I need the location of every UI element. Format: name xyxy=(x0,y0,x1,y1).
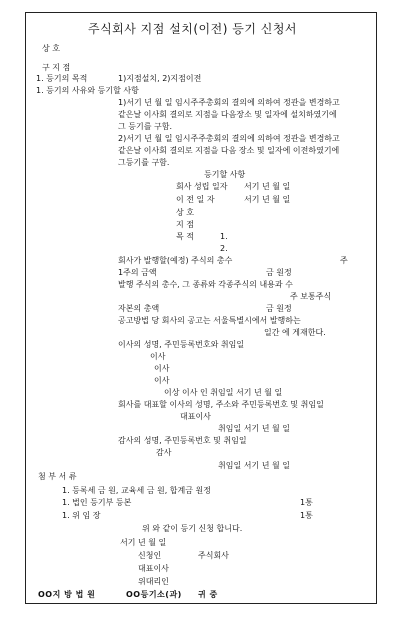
capital-unit: 금 원정 xyxy=(266,304,292,313)
attachment-fees: 1. 등록세 금 원, 교육세 금 원, 합계금 원정 xyxy=(62,486,211,495)
auditor-date: 취임일 서기 년 월 일 xyxy=(218,461,290,470)
court-name: OO지 방 법 원 xyxy=(38,590,96,599)
notice-method-label: 공고방법 당 회사의 공고는 서울특별시에서 발행하는 xyxy=(118,316,301,325)
notice-method-tail: 일간 에 게재한다. xyxy=(264,328,326,337)
applicant-rep-director: 대표이사 xyxy=(138,564,169,573)
reason-p2-line2: 같은날 이사회 결의로 지점을 다음 장소 및 일자에 이전하였기에 xyxy=(118,146,340,155)
reg-objective-label: 목 적 xyxy=(176,232,194,241)
applicant-label: 신청인 xyxy=(138,551,162,560)
authorized-shares-unit: 주 xyxy=(340,256,348,265)
capital-label: 자본의 총액 xyxy=(118,304,160,313)
objective-item-2: 2. xyxy=(220,244,228,253)
objective-item-1: 1. xyxy=(220,232,228,241)
rep-director-heading: 회사를 대표할 이사의 성명, 주소와 주민등록번호 및 취임일 xyxy=(118,400,324,409)
attachments-heading: 첨 부 서 류 xyxy=(38,472,77,481)
est-date-label: 회사 성립 일자 xyxy=(176,182,228,191)
registry-office: OO등기소(과) xyxy=(126,590,182,599)
branch-label: 구 지 점 xyxy=(42,63,71,72)
reg-items-heading: 등기할 사항 xyxy=(204,170,246,179)
reason-p1-line2: 같은날 이사회 결의로 지점을 다음장소 및 일자에 설치하였기에 xyxy=(118,110,337,119)
director-3: 이사 xyxy=(154,376,170,385)
auditor-heading: 감사의 성명, 주민등록번호 및 취임일 xyxy=(118,436,247,445)
rep-director-title: 대표이사 xyxy=(180,412,211,421)
authorized-shares-label: 회사가 발행할(예정) 주식의 총수 xyxy=(118,256,233,265)
reason-p1-line1: 1)서기 년 월 일 임시주주총회의 결의에 의하여 정관을 변경하고 xyxy=(118,98,340,107)
form-title: 주식회사 지점 설치(이전) 등기 신청서 xyxy=(88,22,298,36)
reason-p2-line1: 2)서기 년 월 일 임시주주총회의 결의에 의하여 정관을 변경하고 xyxy=(118,134,340,143)
attachment-registry-copy-qty: 1통 xyxy=(300,498,313,507)
reason-p2-line3: 그등기를 구함. xyxy=(118,158,170,167)
reason-p1-line3: 그 등기를 구함. xyxy=(118,122,172,131)
par-value-label: 1주의 금액 xyxy=(118,268,157,277)
auditor-title: 감사 xyxy=(156,448,172,457)
purpose-value: 1)지점설치, 2)지점이전 xyxy=(118,74,202,83)
directors-term: 이상 이사 인 취임일 서기 년 월 일 xyxy=(164,388,283,397)
trade-name-label: 상 호 xyxy=(42,44,60,53)
application-date: 서기 년 월 일 xyxy=(120,538,167,547)
applicant-agent: 위대리인 xyxy=(138,577,169,586)
honorific: 귀 중 xyxy=(198,590,218,599)
reg-branch-label: 지 점 xyxy=(176,220,194,229)
move-date-value: 서기 년 월 일 xyxy=(244,195,291,204)
directors-heading: 이사의 성명, 주민등록번호와 취임일 xyxy=(118,340,245,349)
director-1: 이사 xyxy=(150,352,166,361)
rep-director-date: 취임일 서기 년 월 일 xyxy=(218,424,290,433)
director-2: 이사 xyxy=(154,364,170,373)
par-value-unit: 금 원정 xyxy=(266,268,292,277)
reg-trade-name-label: 상 호 xyxy=(176,208,194,217)
issued-shares-label: 발행 주식의 총수, 그 종류와 각종주식의 내용과 수 xyxy=(118,280,293,289)
applicant-company: 주식회사 xyxy=(198,551,229,560)
purpose-label: 1. 등기의 목적 xyxy=(36,74,88,83)
issued-shares-unit: 주 보통주식 xyxy=(290,292,332,301)
closing-statement: 위 와 같이 등기 신청 합니다. xyxy=(142,524,243,533)
est-date-value: 서기 년 월 일 xyxy=(244,182,291,191)
move-date-label: 이 전 일 자 xyxy=(176,195,215,204)
attachment-power-of-attorney: 1. 위 임 장 xyxy=(62,511,101,520)
reason-label: 1. 등기의 사유와 등기할 사항 xyxy=(36,86,139,95)
attachment-power-of-attorney-qty: 1통 xyxy=(300,511,313,520)
attachment-registry-copy: 1. 법인 등기부 등본 xyxy=(62,498,132,507)
